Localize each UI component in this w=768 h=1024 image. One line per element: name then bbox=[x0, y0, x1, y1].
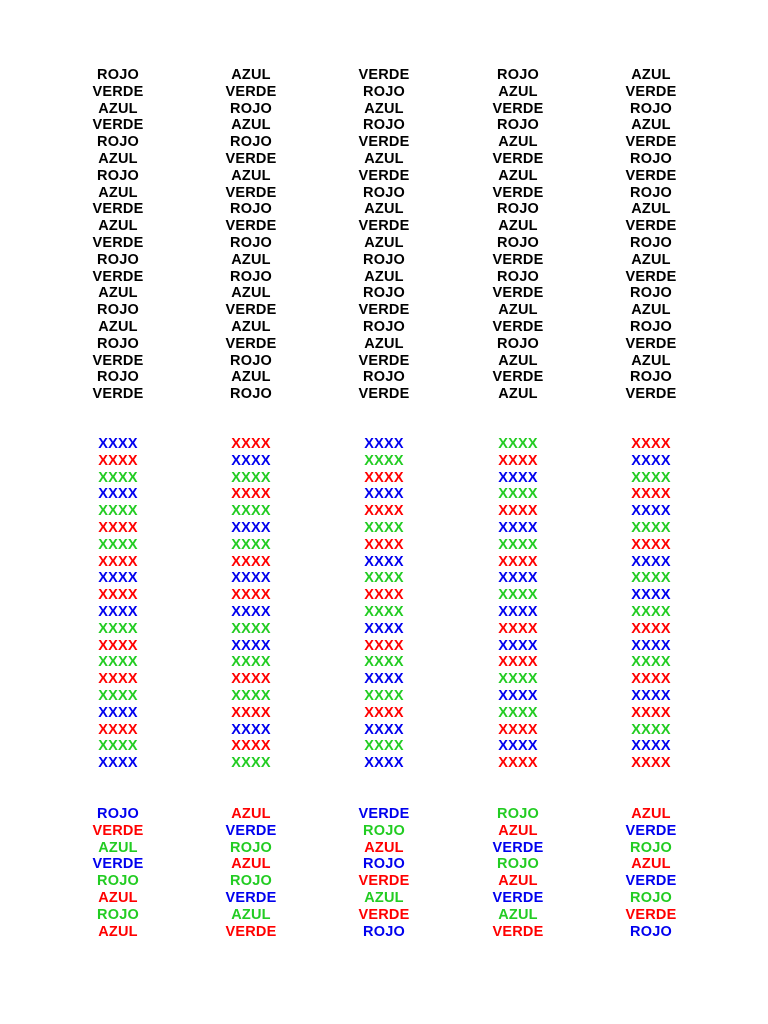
xxxx-colored-item: XXXX bbox=[631, 486, 671, 503]
words-black-column-3 bbox=[324, 67, 444, 403]
words-colored-item: AZUL bbox=[498, 873, 538, 890]
words-black-item: ROJO bbox=[630, 318, 672, 335]
xxxx-colored-item: XXXX bbox=[631, 671, 671, 688]
words-colored-column-5 bbox=[591, 806, 711, 940]
xxxx-colored-item: XXXX bbox=[231, 637, 271, 654]
words-colored-item: AZUL bbox=[364, 889, 404, 906]
words-black-item: AZUL bbox=[631, 251, 671, 268]
xxxx-colored-item: XXXX bbox=[631, 452, 671, 469]
words-colored-item: AZUL bbox=[98, 923, 138, 940]
xxxx-colored-item: XXXX bbox=[364, 553, 404, 570]
words-colored-item: ROJO bbox=[363, 822, 405, 839]
xxxx-colored-item: XXXX bbox=[98, 671, 138, 688]
xxxx-colored-item: XXXX bbox=[364, 519, 404, 536]
xxxx-colored-item: XXXX bbox=[231, 553, 271, 570]
words-colored-item: AZUL bbox=[231, 806, 271, 822]
words-colored-item: ROJO bbox=[97, 806, 139, 822]
xxxx-colored-item: XXXX bbox=[231, 687, 271, 704]
xxxx-colored-item: XXXX bbox=[98, 603, 138, 620]
words-black-item: AZUL bbox=[231, 117, 271, 134]
words-black-item: VERDE bbox=[492, 251, 544, 268]
xxxx-colored-item: XXXX bbox=[631, 536, 671, 553]
words-black-item: AZUL bbox=[498, 83, 538, 100]
xxxx-colored-item: XXXX bbox=[498, 687, 538, 704]
words-black-item: AZUL bbox=[498, 167, 538, 184]
xxxx-colored-item: XXXX bbox=[498, 503, 538, 520]
xxxx-colored-item: XXXX bbox=[98, 704, 138, 721]
words-colored-item: ROJO bbox=[97, 873, 139, 890]
words-black-item: ROJO bbox=[630, 184, 672, 201]
xxxx-colored-item: XXXX bbox=[231, 755, 271, 772]
words-colored-item: AZUL bbox=[231, 906, 271, 923]
words-black-item: VERDE bbox=[492, 285, 544, 302]
words-black-item: ROJO bbox=[230, 268, 272, 285]
words-colored-item: VERDE bbox=[92, 856, 144, 873]
xxxx-colored-column-4 bbox=[458, 436, 578, 772]
words-black-item: VERDE bbox=[625, 386, 677, 403]
words-black-item: VERDE bbox=[225, 335, 277, 352]
words-black-item: ROJO bbox=[97, 167, 139, 184]
xxxx-colored-item: XXXX bbox=[364, 704, 404, 721]
words-black-item: AZUL bbox=[631, 201, 671, 218]
xxxx-colored-item: XXXX bbox=[631, 637, 671, 654]
words-black-item: ROJO bbox=[630, 234, 672, 251]
words-black-item: AZUL bbox=[631, 117, 671, 134]
xxxx-colored-item: XXXX bbox=[364, 536, 404, 553]
words-black-item: AZUL bbox=[231, 285, 271, 302]
xxxx-colored-item: XXXX bbox=[98, 738, 138, 755]
xxxx-colored-item: XXXX bbox=[364, 671, 404, 688]
xxxx-colored-item: XXXX bbox=[231, 671, 271, 688]
xxxx-colored-item: XXXX bbox=[98, 486, 138, 503]
xxxx-colored-item: XXXX bbox=[498, 452, 538, 469]
words-black-item: ROJO bbox=[230, 352, 272, 369]
xxxx-colored-item: XXXX bbox=[231, 620, 271, 637]
words-black-item: VERDE bbox=[358, 302, 410, 319]
words-colored-column-2 bbox=[191, 806, 311, 940]
words-black-item: VERDE bbox=[358, 352, 410, 369]
xxxx-colored-item: XXXX bbox=[98, 469, 138, 486]
words-black-item: VERDE bbox=[92, 352, 144, 369]
words-colored-item: VERDE bbox=[358, 873, 410, 890]
xxxx-colored-column-2 bbox=[191, 436, 311, 772]
words-black-item: VERDE bbox=[625, 218, 677, 235]
words-black-item: AZUL bbox=[364, 234, 404, 251]
xxxx-colored-item: XXXX bbox=[231, 469, 271, 486]
words-colored-item: AZUL bbox=[364, 839, 404, 856]
xxxx-colored-item: XXXX bbox=[498, 755, 538, 772]
words-black-item: VERDE bbox=[92, 386, 144, 403]
words-black-item: ROJO bbox=[363, 83, 405, 100]
words-black-item: VERDE bbox=[92, 201, 144, 218]
xxxx-colored-item: XXXX bbox=[631, 620, 671, 637]
words-black-item: VERDE bbox=[358, 167, 410, 184]
words-black-item: ROJO bbox=[630, 369, 672, 386]
xxxx-colored-item: XXXX bbox=[364, 587, 404, 604]
words-colored-item: AZUL bbox=[98, 839, 138, 856]
words-black-item: AZUL bbox=[364, 150, 404, 167]
xxxx-colored-item: XXXX bbox=[631, 519, 671, 536]
words-black-item: VERDE bbox=[225, 150, 277, 167]
xxxx-colored-item: XXXX bbox=[498, 486, 538, 503]
words-black-item: ROJO bbox=[230, 386, 272, 403]
words-black-item: ROJO bbox=[363, 117, 405, 134]
words-black-item: VERDE bbox=[358, 67, 410, 83]
xxxx-colored-item: XXXX bbox=[631, 654, 671, 671]
xxxx-colored-item: XXXX bbox=[364, 436, 404, 452]
words-colored-column-4 bbox=[458, 806, 578, 940]
words-black-item: VERDE bbox=[358, 386, 410, 403]
xxxx-colored-item: XXXX bbox=[498, 603, 538, 620]
xxxx-colored-item: XXXX bbox=[631, 570, 671, 587]
words-black-item: ROJO bbox=[230, 234, 272, 251]
xxxx-colored-item: XXXX bbox=[98, 620, 138, 637]
words-black-item: AZUL bbox=[98, 218, 138, 235]
xxxx-colored-item: XXXX bbox=[231, 486, 271, 503]
xxxx-colored-item: XXXX bbox=[498, 519, 538, 536]
words-black-item: VERDE bbox=[225, 218, 277, 235]
words-black-item: ROJO bbox=[363, 285, 405, 302]
words-black-item: AZUL bbox=[231, 369, 271, 386]
xxxx-colored-item: XXXX bbox=[231, 721, 271, 738]
words-black-item: ROJO bbox=[230, 100, 272, 117]
xxxx-colored-item: XXXX bbox=[364, 738, 404, 755]
words-black-column-2 bbox=[191, 67, 311, 403]
xxxx-colored-item: XXXX bbox=[98, 587, 138, 604]
words-colored-item: VERDE bbox=[358, 906, 410, 923]
xxxx-colored-item: XXXX bbox=[98, 570, 138, 587]
words-black-item: ROJO bbox=[97, 251, 139, 268]
xxxx-colored-item: XXXX bbox=[231, 436, 271, 452]
words-colored-item: ROJO bbox=[630, 923, 672, 940]
words-colored-item: VERDE bbox=[225, 923, 277, 940]
words-black-item: AZUL bbox=[498, 352, 538, 369]
words-colored-item: VERDE bbox=[625, 873, 677, 890]
xxxx-colored-item: XXXX bbox=[498, 469, 538, 486]
words-black-item: ROJO bbox=[97, 67, 139, 83]
xxxx-colored-item: XXXX bbox=[231, 738, 271, 755]
words-black-item: VERDE bbox=[225, 302, 277, 319]
words-colored-item: ROJO bbox=[630, 889, 672, 906]
xxxx-colored-item: XXXX bbox=[498, 620, 538, 637]
words-colored-item: ROJO bbox=[230, 839, 272, 856]
xxxx-colored-column-3 bbox=[324, 436, 444, 772]
xxxx-colored-item: XXXX bbox=[231, 452, 271, 469]
words-black-item: ROJO bbox=[497, 201, 539, 218]
xxxx-colored-item: XXXX bbox=[631, 738, 671, 755]
xxxx-colored-column-5 bbox=[591, 436, 711, 772]
words-colored-item: VERDE bbox=[358, 806, 410, 822]
xxxx-colored-item: XXXX bbox=[631, 755, 671, 772]
words-black-item: ROJO bbox=[630, 285, 672, 302]
xxxx-colored-item: XXXX bbox=[364, 603, 404, 620]
xxxx-colored-item: XXXX bbox=[231, 704, 271, 721]
words-colored-item: VERDE bbox=[492, 889, 544, 906]
xxxx-colored-item: XXXX bbox=[98, 755, 138, 772]
words-black-item: AZUL bbox=[498, 134, 538, 151]
xxxx-colored-item: XXXX bbox=[498, 570, 538, 587]
xxxx-colored-item: XXXX bbox=[631, 603, 671, 620]
xxxx-colored-item: XXXX bbox=[498, 721, 538, 738]
words-black-item: AZUL bbox=[98, 285, 138, 302]
xxxx-colored-item: XXXX bbox=[364, 687, 404, 704]
words-black-item: AZUL bbox=[98, 318, 138, 335]
words-black-item: AZUL bbox=[498, 386, 538, 403]
words-black-item: VERDE bbox=[492, 150, 544, 167]
words-colored-column-3 bbox=[324, 806, 444, 940]
words-black-item: AZUL bbox=[98, 150, 138, 167]
words-black-item: AZUL bbox=[98, 100, 138, 117]
words-black-item: AZUL bbox=[231, 167, 271, 184]
xxxx-colored-item: XXXX bbox=[631, 436, 671, 452]
words-colored-item: AZUL bbox=[498, 822, 538, 839]
words-black-item: AZUL bbox=[631, 302, 671, 319]
xxxx-colored-item: XXXX bbox=[364, 469, 404, 486]
words-colored-item: VERDE bbox=[225, 889, 277, 906]
xxxx-colored-item: XXXX bbox=[498, 637, 538, 654]
xxxx-colored-item: XXXX bbox=[631, 687, 671, 704]
xxxx-colored-item: XXXX bbox=[231, 503, 271, 520]
words-black-item: AZUL bbox=[631, 67, 671, 83]
words-black-item: ROJO bbox=[630, 150, 672, 167]
xxxx-colored-item: XXXX bbox=[364, 620, 404, 637]
xxxx-colored-item: XXXX bbox=[231, 519, 271, 536]
xxxx-colored-item: XXXX bbox=[631, 553, 671, 570]
words-colored-item: VERDE bbox=[225, 822, 277, 839]
words-colored-item: ROJO bbox=[363, 923, 405, 940]
words-black-item: ROJO bbox=[97, 134, 139, 151]
xxxx-colored-item: XXXX bbox=[498, 654, 538, 671]
words-black-item: ROJO bbox=[97, 335, 139, 352]
xxxx-colored-item: XXXX bbox=[98, 637, 138, 654]
xxxx-colored-item: XXXX bbox=[98, 503, 138, 520]
words-black-item: AZUL bbox=[498, 218, 538, 235]
words-colored-item: VERDE bbox=[492, 839, 544, 856]
xxxx-colored-item: XXXX bbox=[364, 721, 404, 738]
words-colored-item: ROJO bbox=[363, 856, 405, 873]
words-colored-column-1 bbox=[58, 806, 178, 940]
words-black-item: VERDE bbox=[92, 117, 144, 134]
words-black-item: ROJO bbox=[230, 201, 272, 218]
words-colored-item: VERDE bbox=[625, 822, 677, 839]
xxxx-colored-item: XXXX bbox=[364, 570, 404, 587]
words-black-item: ROJO bbox=[630, 100, 672, 117]
xxxx-colored-item: XXXX bbox=[364, 654, 404, 671]
xxxx-colored-item: XXXX bbox=[98, 452, 138, 469]
words-black-item: VERDE bbox=[625, 335, 677, 352]
words-colored-item: ROJO bbox=[230, 873, 272, 890]
xxxx-colored-item: XXXX bbox=[98, 436, 138, 452]
words-black-column-5 bbox=[591, 67, 711, 403]
xxxx-colored-item: XXXX bbox=[498, 704, 538, 721]
xxxx-colored-item: XXXX bbox=[98, 654, 138, 671]
xxxx-colored-item: XXXX bbox=[364, 452, 404, 469]
words-colored-item: VERDE bbox=[92, 822, 144, 839]
words-black-item: ROJO bbox=[497, 268, 539, 285]
xxxx-colored-item: XXXX bbox=[631, 704, 671, 721]
xxxx-colored-column-1 bbox=[58, 436, 178, 772]
words-black-item: ROJO bbox=[497, 234, 539, 251]
words-black-item: AZUL bbox=[364, 100, 404, 117]
xxxx-colored-item: XXXX bbox=[231, 654, 271, 671]
xxxx-colored-item: XXXX bbox=[364, 503, 404, 520]
xxxx-colored-item: XXXX bbox=[498, 536, 538, 553]
words-colored-item: VERDE bbox=[492, 923, 544, 940]
words-black-column-4 bbox=[458, 67, 578, 403]
words-black-item: ROJO bbox=[97, 369, 139, 386]
words-colored-item: AZUL bbox=[631, 856, 671, 873]
words-black-item: AZUL bbox=[364, 268, 404, 285]
xxxx-colored-item: XXXX bbox=[631, 587, 671, 604]
xxxx-colored-item: XXXX bbox=[364, 637, 404, 654]
words-black-item: AZUL bbox=[231, 251, 271, 268]
words-black-item: AZUL bbox=[231, 67, 271, 83]
words-black-item: VERDE bbox=[225, 184, 277, 201]
words-colored-item: AZUL bbox=[631, 806, 671, 822]
words-black-item: ROJO bbox=[363, 251, 405, 268]
words-black-item: ROJO bbox=[230, 134, 272, 151]
words-black-item: ROJO bbox=[497, 117, 539, 134]
words-black-item: ROJO bbox=[363, 369, 405, 386]
xxxx-colored-item: XXXX bbox=[498, 436, 538, 452]
xxxx-colored-item: XXXX bbox=[98, 687, 138, 704]
words-black-column-1 bbox=[58, 67, 178, 403]
words-black-item: VERDE bbox=[92, 83, 144, 100]
words-black-item: AZUL bbox=[364, 201, 404, 218]
words-colored-item: ROJO bbox=[497, 806, 539, 822]
words-colored-item: ROJO bbox=[497, 856, 539, 873]
words-colored-item: AZUL bbox=[498, 906, 538, 923]
words-black-item: ROJO bbox=[497, 67, 539, 83]
words-black-item: VERDE bbox=[625, 268, 677, 285]
xxxx-colored-item: XXXX bbox=[631, 469, 671, 486]
xxxx-colored-item: XXXX bbox=[231, 570, 271, 587]
words-black-item: VERDE bbox=[625, 83, 677, 100]
xxxx-colored-item: XXXX bbox=[231, 603, 271, 620]
words-colored-item: ROJO bbox=[97, 906, 139, 923]
words-black-item: VERDE bbox=[492, 184, 544, 201]
xxxx-colored-item: XXXX bbox=[498, 671, 538, 688]
xxxx-colored-item: XXXX bbox=[231, 587, 271, 604]
words-black-item: VERDE bbox=[225, 83, 277, 100]
words-black-item: AZUL bbox=[98, 184, 138, 201]
words-black-item: ROJO bbox=[497, 335, 539, 352]
words-black-item: VERDE bbox=[492, 369, 544, 386]
words-colored-item: ROJO bbox=[630, 839, 672, 856]
words-black-item: VERDE bbox=[358, 134, 410, 151]
words-black-item: AZUL bbox=[364, 335, 404, 352]
xxxx-colored-item: XXXX bbox=[364, 486, 404, 503]
words-colored-item: AZUL bbox=[98, 889, 138, 906]
words-black-item: VERDE bbox=[625, 134, 677, 151]
words-black-item: ROJO bbox=[97, 302, 139, 319]
xxxx-colored-item: XXXX bbox=[98, 519, 138, 536]
words-black-item: AZUL bbox=[631, 352, 671, 369]
words-black-item: VERDE bbox=[492, 100, 544, 117]
xxxx-colored-item: XXXX bbox=[498, 738, 538, 755]
words-black-item: VERDE bbox=[625, 167, 677, 184]
words-black-item: ROJO bbox=[363, 318, 405, 335]
words-colored-item: AZUL bbox=[231, 856, 271, 873]
xxxx-colored-item: XXXX bbox=[98, 721, 138, 738]
xxxx-colored-item: XXXX bbox=[631, 721, 671, 738]
words-black-item: VERDE bbox=[92, 234, 144, 251]
xxxx-colored-item: XXXX bbox=[98, 553, 138, 570]
xxxx-colored-item: XXXX bbox=[631, 503, 671, 520]
xxxx-colored-item: XXXX bbox=[98, 536, 138, 553]
words-black-item: ROJO bbox=[363, 184, 405, 201]
words-black-item: AZUL bbox=[231, 318, 271, 335]
words-colored-item: VERDE bbox=[625, 906, 677, 923]
xxxx-colored-item: XXXX bbox=[498, 553, 538, 570]
xxxx-colored-item: XXXX bbox=[498, 587, 538, 604]
xxxx-colored-item: XXXX bbox=[364, 755, 404, 772]
words-black-item: VERDE bbox=[492, 318, 544, 335]
words-black-item: VERDE bbox=[358, 218, 410, 235]
words-black-item: AZUL bbox=[498, 302, 538, 319]
words-black-item: VERDE bbox=[92, 268, 144, 285]
xxxx-colored-item: XXXX bbox=[231, 536, 271, 553]
